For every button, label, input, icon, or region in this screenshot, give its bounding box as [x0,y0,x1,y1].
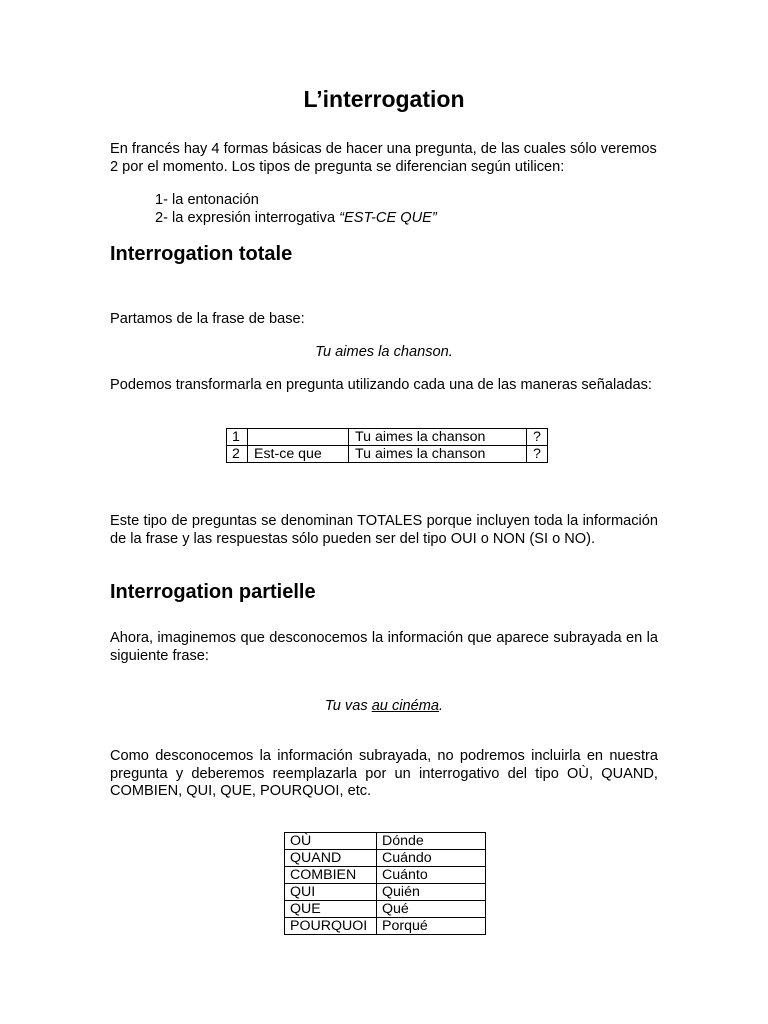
table-cell: Tu aimes la chanson [349,429,527,446]
partielle-intro-text: Ahora, imaginemos que desconocemos la información que aparece subrayada en la siguiente frase: [110,630,658,664]
table-cell: ? [527,429,548,446]
table-cell: COMBIEN [285,867,377,884]
table-cell: Qué [377,901,486,918]
table-cell: 1 [227,429,248,446]
totale-transform-text: Podemos transformarla en pregunta utilizando cada una de las maneras señaladas: [110,377,652,393]
table-cell: Quién [377,884,486,901]
table-row [285,833,486,850]
totale-example-sentence: Tu aimes la chanson. [315,344,453,360]
table-row [227,446,548,463]
table-cell: ? [527,446,548,463]
table-cell: Cuándo [377,850,486,867]
intro-paragraph: En francés hay 4 formas básicas de hacer una pregunta, de las cuales sólo veremos 2 por el momento. Los tipos de pregunta se diferencian según utilicen: [110,141,657,175]
table-row [285,918,486,935]
table-row [227,429,548,446]
partielle-example-sentence [110,698,658,716]
table-row [285,901,486,918]
intro-list-item-1: 1- la entonación [155,192,259,208]
partielle-example-start: Tu vas [324,698,372,714]
section-heading-partielle: Interrogation partielle [110,581,316,603]
table-row [285,884,486,901]
table-cell: POURQUOI [285,918,377,935]
intro-list-item-2 [155,210,437,228]
table-cell: Cuánto [377,867,486,884]
intro-list-item-2-quote: “EST-CE QUE” [339,210,437,226]
totale-intro-text: Partamos de la frase de base: [110,311,305,327]
partielle-example-end: . [439,698,444,714]
page-title: L’interrogation [303,86,465,112]
table-cell [248,429,349,446]
totale-explanation: Este tipo de preguntas se denominan TOTALES porque incluyen toda la información de la frase y las respuestas sólo pueden ser del tipo OUI o NON (SI o NO). [110,513,658,547]
section-heading-totale: Interrogation totale [110,243,293,265]
partielle-explanation: Como desconocemos la información subrayada, no podremos incluirla en nuestra pregunta y deberemos reemplazarla por un interrogativo del tipo OÙ, QUAND, COMBIEN, QUI, QUE, POURQUOI, etc. [110,748,658,799]
table-row [285,850,486,867]
table-cell: QUE [285,901,377,918]
totale-question-table [226,428,548,463]
table-cell: 2 [227,446,248,463]
intro-list-item-2-text: 2- la expresión interrogativa [155,210,340,226]
table-cell: Dónde [377,833,486,850]
partielle-example-underlined: au cinéma [371,698,440,714]
table-cell: Porqué [377,918,486,935]
table-row [285,867,486,884]
table-cell: OÙ [285,833,377,850]
table-cell: QUI [285,884,377,901]
interrogative-words-table [284,832,486,935]
table-cell: QUAND [285,850,377,867]
table-cell: Tu aimes la chanson [349,446,527,463]
table-cell: Est-ce que [248,446,349,463]
